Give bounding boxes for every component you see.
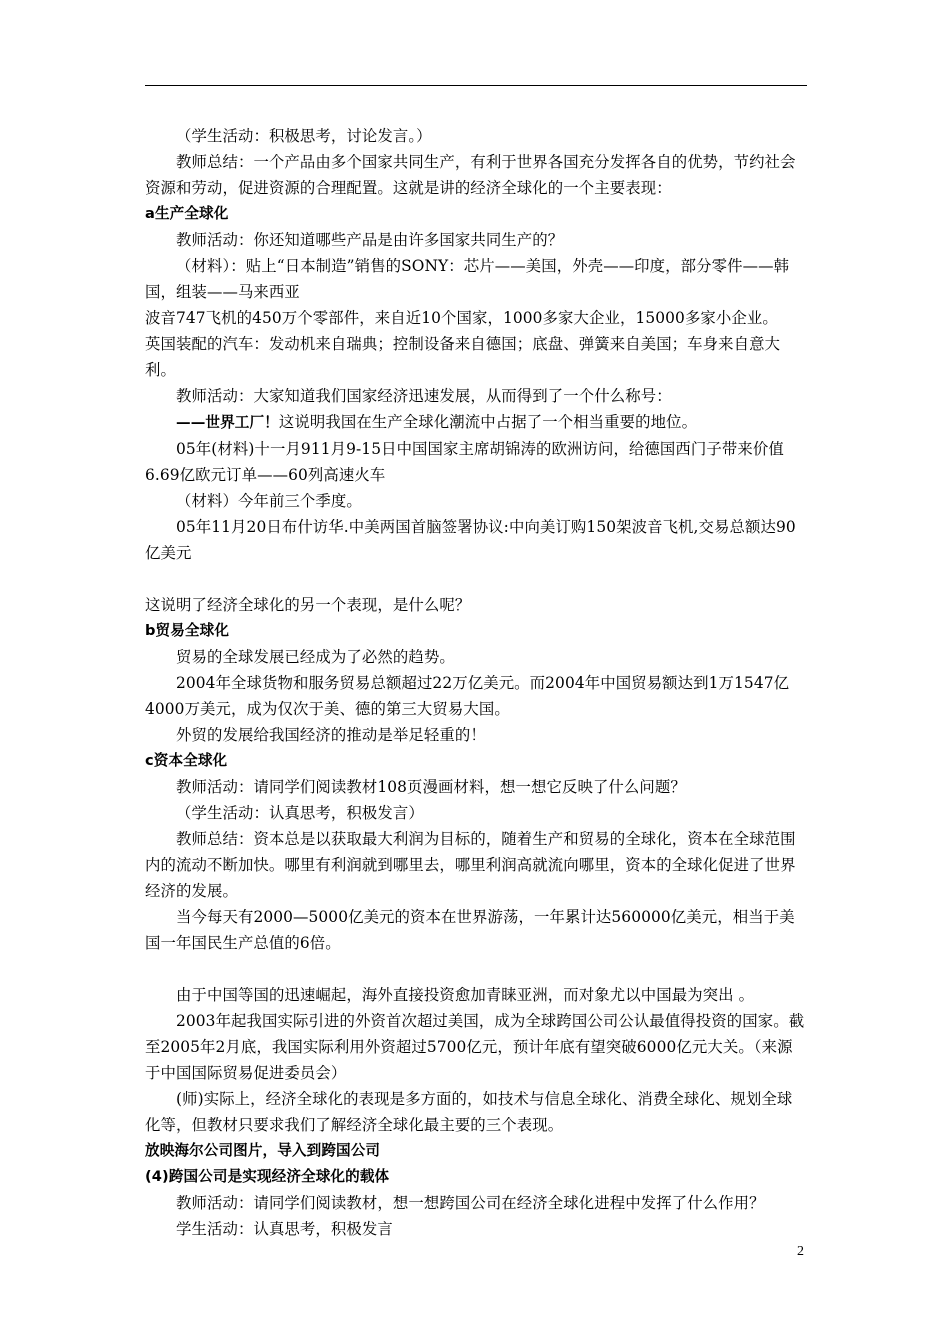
section-heading: 放映海尔公司图片，导入到跨国公司 [145, 1142, 381, 1159]
paragraph: 05年(材料)十一月911月9-15日中国国家主席胡锦涛的欧洲访问，给德国西门子带来价值6.69亿欧元订单——60列高速火车 [145, 440, 784, 484]
paragraph: （材料）今年前三个季度。 [176, 492, 362, 510]
emphasis-text: ——世界工厂！ [176, 414, 279, 431]
paragraph: 贸易的全球发展已经成为了必然的趋势。 [176, 648, 455, 666]
paragraph: （学生活动：积极思考，讨论发言。） [176, 127, 432, 145]
section-heading: c资本全球化 [145, 752, 228, 769]
paragraph: 教师活动：请同学们阅读教材108页漫画材料，想一想它反映了什么问题？ [176, 778, 686, 796]
section-heading: (4)跨国公司是实现经济全球化的载体 [145, 1168, 390, 1185]
paragraph: 教师总结：资本总是以获取最大利润为目标的，随着生产和贸易的全球化，资本在全球范围内的流动不断加快。哪里有利润就到哪里去，哪里利润高就流向哪里，资本的全球化促进了世界经济的发展。 [145, 830, 796, 900]
paragraph: 英国装配的汽车：发动机来自瑞典；控制设备来自德国；底盘、弹簧来自美国；车身来自意大利。 [145, 335, 781, 379]
paragraph: 教师活动：大家知道我们国家经济迅速发展，从而得到了一个什么称号： [176, 387, 672, 405]
paragraph: 这说明了经济全球化的另一个表现，是什么呢？ [145, 596, 471, 614]
paragraph: 教师活动：你还知道哪些产品是由许多国家共同生产的？ [176, 231, 564, 249]
document-body [145, 123, 807, 1242]
paragraph: 教师活动：请同学们阅读教材，想一想跨国公司在经济全球化进程中发挥了什么作用？ [176, 1194, 765, 1212]
paragraph: 波音747飞机的450万个零部件，来自近10个国家，1000多家大企业，15000多家小企业。 [145, 309, 778, 327]
paragraph: 当今每天有2000—5000亿美元的资本在世界游荡，一年累计达560000亿美元，相当于美国一年国民生产总值的6倍。 [145, 908, 795, 952]
paragraph: 教师总结：一个产品由多个国家共同生产，有利于世界各国充分发挥各自的优势，节约社会资源和劳动，促进资源的合理配置。这就是讲的经济全球化的一个主要表现： [145, 153, 796, 197]
paragraph: （材料）：贴上“日本制造”销售的SONY：芯片——美国，外壳——印度，部分零件——韩国，组装——马来西亚 [145, 257, 790, 301]
blank-line [145, 956, 807, 982]
section-heading: b贸易全球化 [145, 622, 230, 639]
paragraph: 05年11月20日布什访华.中美两国首脑签署协议:中向美订购150架波音飞机,交易总额达90亿美元 [145, 518, 796, 562]
header-rule [145, 85, 807, 86]
paragraph: (师)实际上，经济全球化的表现是多方面的，如技术与信息全球化、消费全球化、规划全球化等，但教材只要求我们了解经济全球化最主要的三个表现。 [145, 1090, 793, 1134]
page-number: 2 [797, 1244, 804, 1259]
paragraph: 2003年起我国实际引进的外资首次超过美国，成为全球跨国公司公认最值得投资的国家。截至2005年2月底，我国实际利用外资超过5700亿元，预计年底有望突破6000亿元大关。（来源于中国国际贸易促进委员会） [145, 1012, 805, 1082]
paragraph: 2004年全球货物和服务贸易总额超过22万亿美元。而2004年中国贸易额达到1万1547亿4000万美元，成为仅次于美、德的第三大贸易大国。 [145, 674, 790, 718]
paragraph: 由于中国等国的迅速崛起，海外直接投资愈加青睐亚洲，而对象尤以中国最为突出 。 [176, 986, 755, 1004]
blank-line [145, 566, 807, 592]
section-heading: a生产全球化 [145, 205, 229, 222]
paragraph: 学生活动：认真思考，积极发言 [176, 1220, 393, 1238]
paragraph-text: 这说明我国在生产全球化潮流中占据了一个相当重要的地位。 [278, 413, 698, 431]
paragraph: 外贸的发展给我国经济的推动是举足轻重的！ [176, 726, 486, 744]
paragraph: （学生活动：认真思考，积极发言） [176, 804, 424, 822]
paragraph [145, 409, 807, 436]
